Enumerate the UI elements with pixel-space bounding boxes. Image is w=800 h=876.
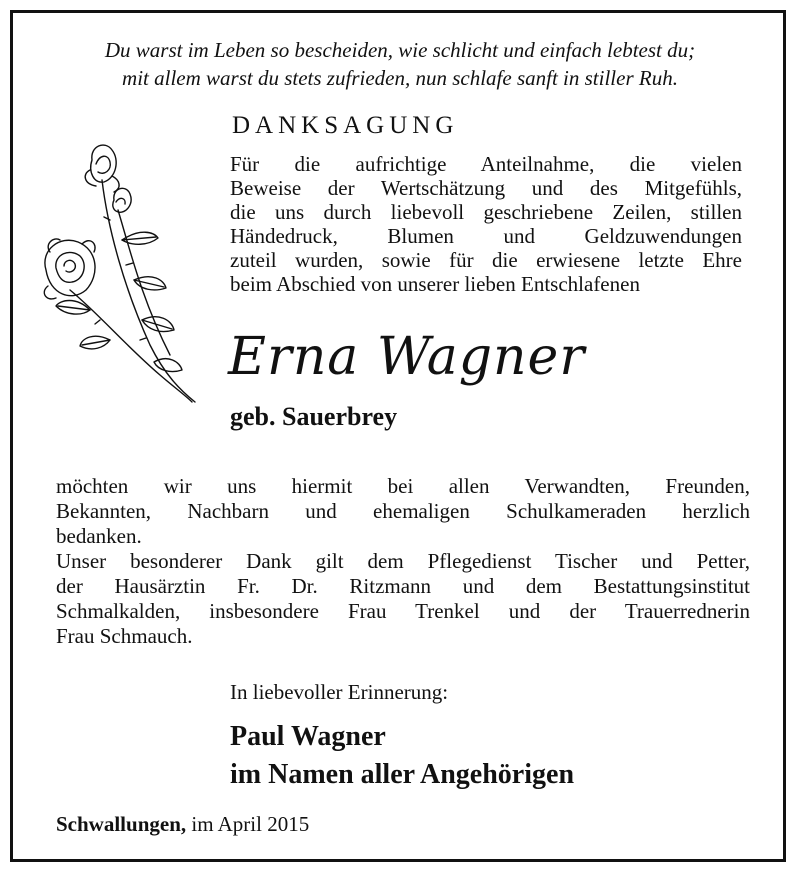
- rose-illustration-icon: [30, 140, 200, 410]
- poem-line-2: mit allem warst du stets zufrieden, nun schlafe sanft in stiller Ruh.: [122, 66, 678, 90]
- body-line: der Hausärztin Fr. Dr. Ritzmann und dem Bestattungsinstitut: [56, 574, 750, 598]
- heading-danksagung: DANKSAGUNG: [232, 112, 459, 139]
- birth-name: geb. Sauerbrey: [230, 402, 398, 431]
- intro-line: beim Abschied von unserer lieben Entschlafenen: [230, 272, 640, 296]
- intro-line: die uns durch liebevoll geschriebene Zeilen, stillen: [230, 200, 742, 224]
- signer-block: [230, 718, 574, 794]
- body-line: möchten wir uns hiermit bei allen Verwandten, Freunden,: [56, 474, 750, 498]
- body-line: Frau Schmauch.: [56, 624, 193, 648]
- body-line: Unser besonderer Dank gilt dem Pflegedienst Tischer und Petter,: [56, 549, 750, 573]
- intro-line: zuteil wurden, sowie für die erwiesene letzte Ehre: [230, 248, 742, 272]
- signer-family: im Namen aller Angehörigen: [230, 759, 575, 790]
- remembrance-line: In liebevoller Erinnerung:: [230, 680, 449, 704]
- body-line: bedanken.: [56, 524, 142, 548]
- footer-date: im April 2015: [191, 812, 310, 836]
- intro-paragraph: [230, 152, 742, 296]
- intro-line: Für die aufrichtige Anteilnahme, die vielen: [230, 152, 742, 176]
- body-line: Bekannten, Nachbarn und ehemaligen Schulkameraden herzlich: [56, 499, 750, 523]
- body-line: Schmalkalden, insbesondere Frau Trenkel und der Trauerrednerin: [56, 599, 750, 623]
- thanks-paragraph: [56, 474, 750, 649]
- signer-name: Paul Wagner: [230, 721, 386, 752]
- poem-line-1: Du warst im Leben so bescheiden, wie schlicht und einfach lebtest du;: [104, 38, 696, 62]
- deceased-name: Erna Wagner: [228, 327, 586, 387]
- footer-place: Schwallungen,: [56, 812, 187, 836]
- intro-line: Beweise der Wertschätzung und des Mitgefühls,: [230, 176, 742, 200]
- footer-place-date: [56, 812, 309, 837]
- intro-line: Händedruck, Blumen und Geldzuwendungen: [230, 224, 742, 248]
